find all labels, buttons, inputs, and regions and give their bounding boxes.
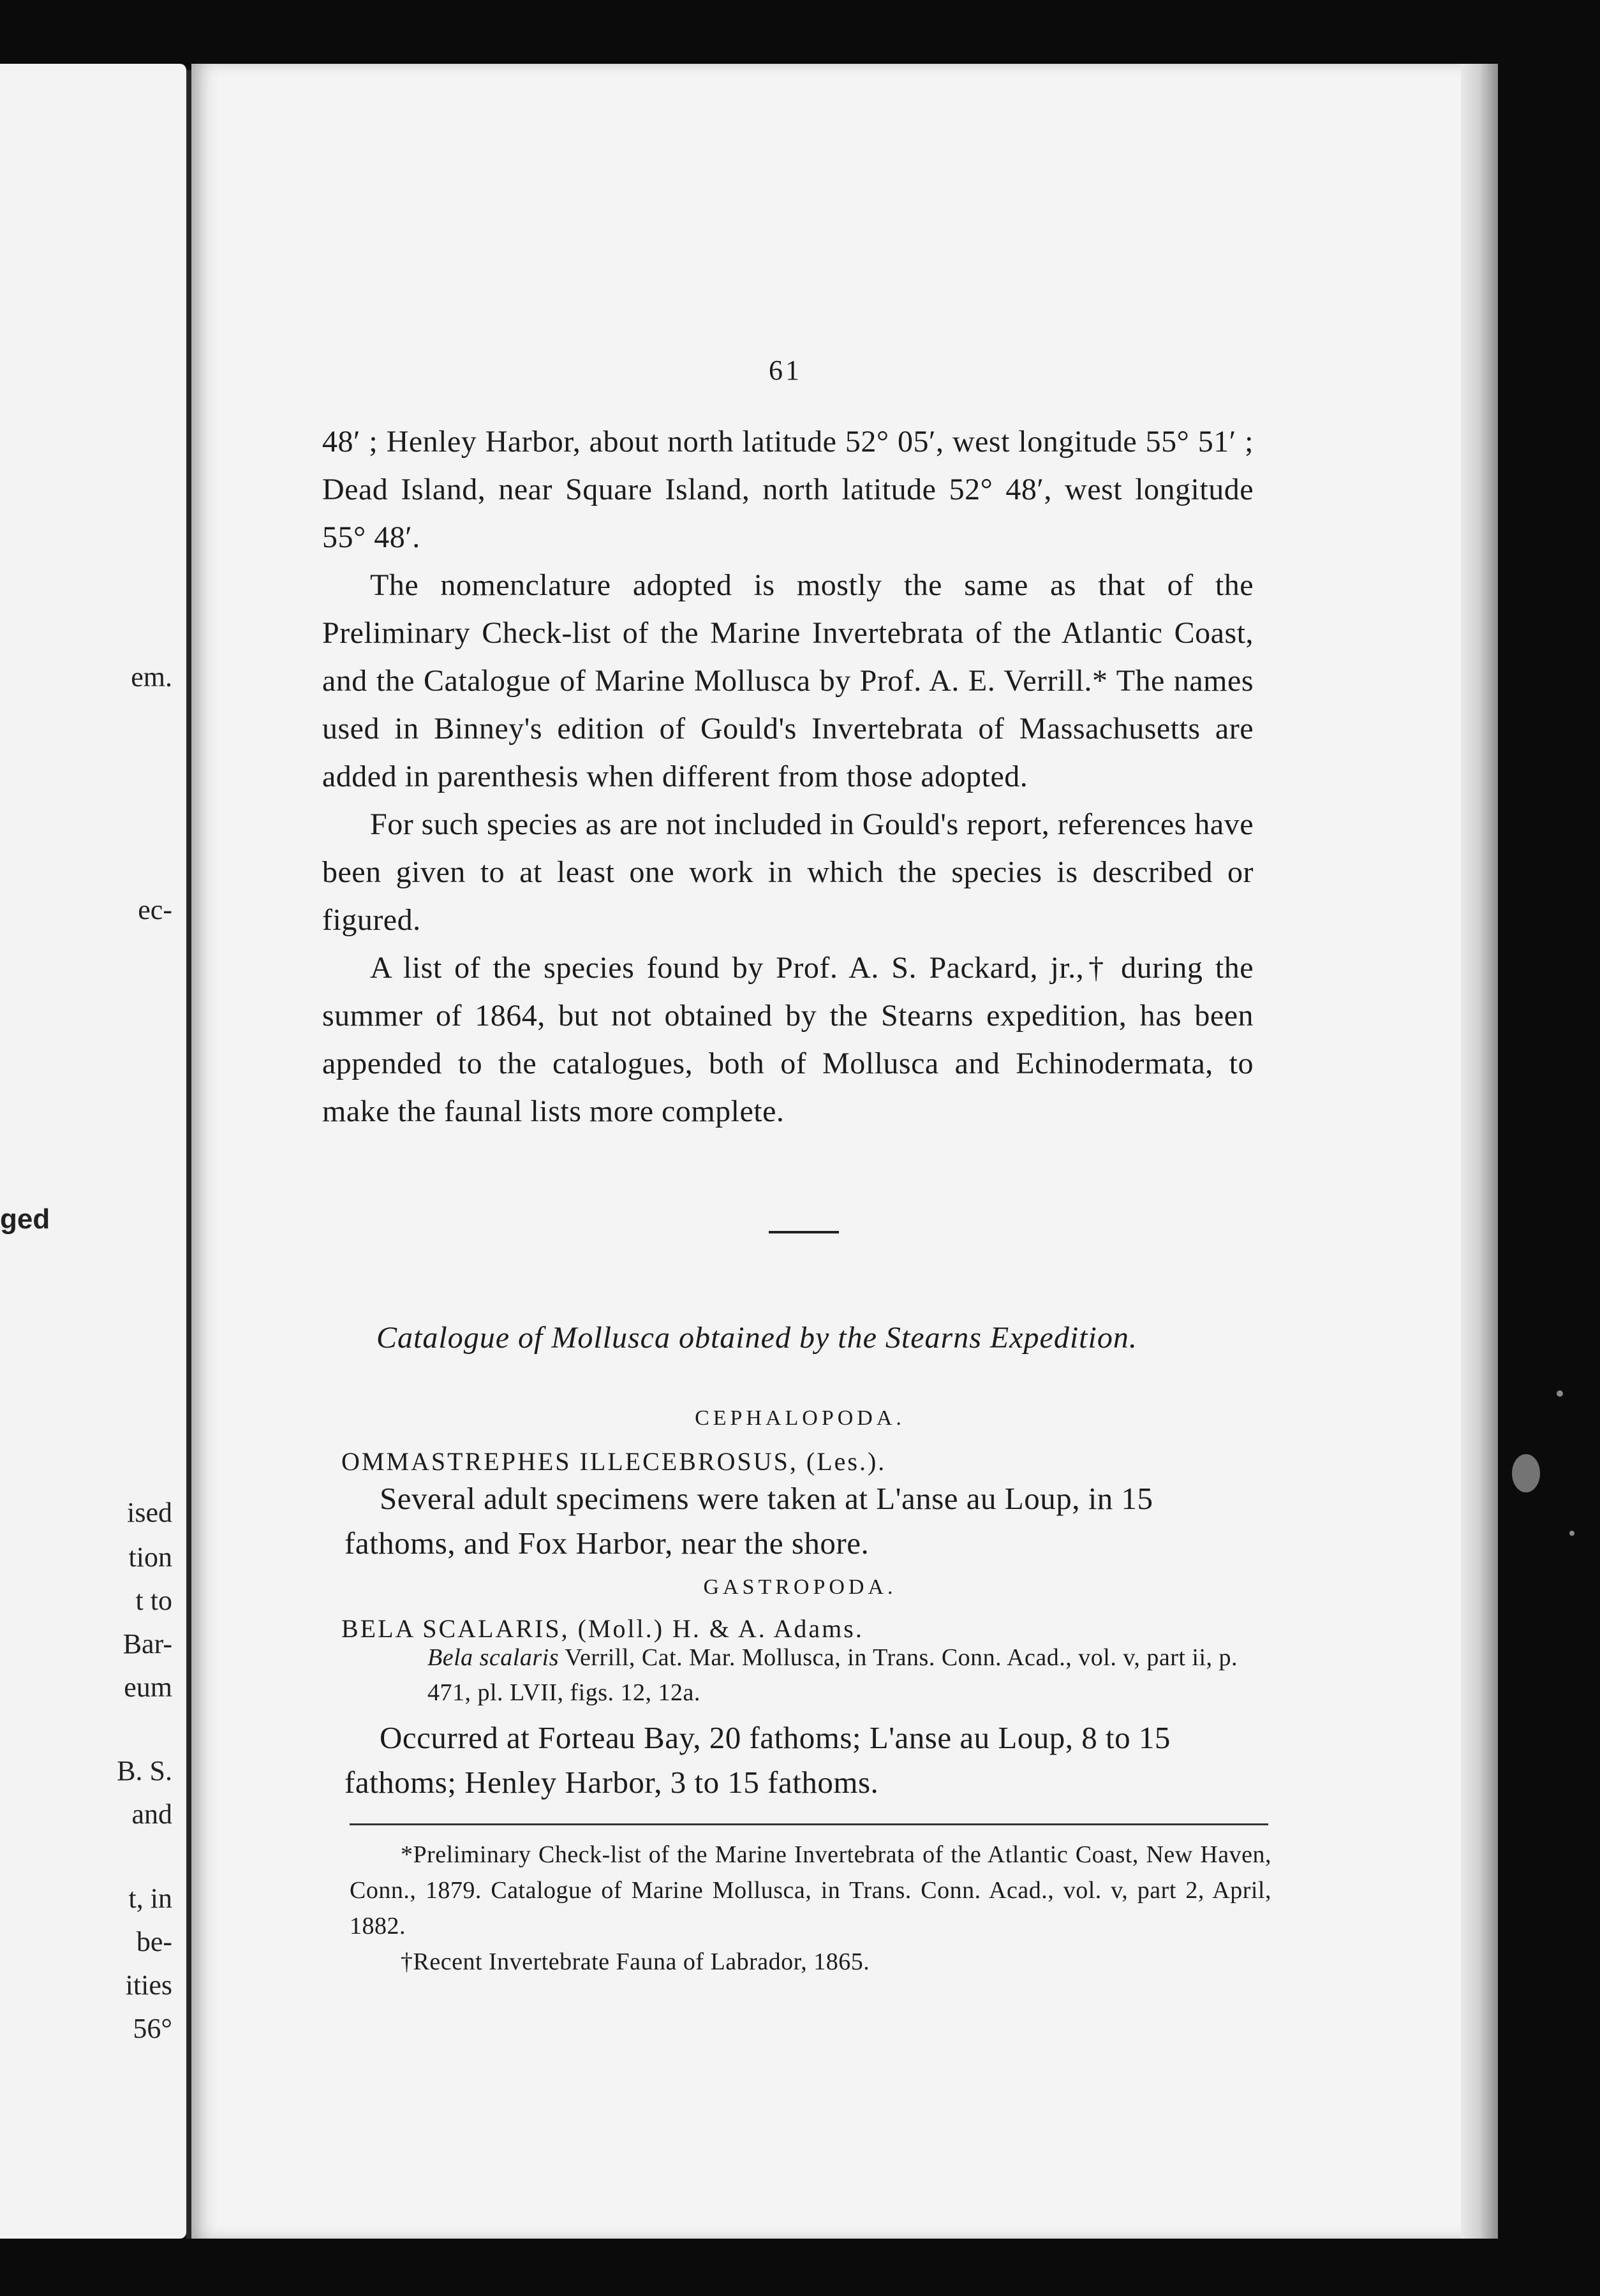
intro-text <box>322 418 1254 1135</box>
footnote: *Preliminary Check-list of the Marine Invertebrata of the Atlantic Coast, New Haven, Conn., 1879. Catalogue of Marine Mollusca, in Trans. Conn. Acad., vol. v, part 2, April, 1882. <box>350 1841 1271 1939</box>
left-text-fragment: t to <box>135 1585 172 1616</box>
scan-speck <box>1557 1390 1563 1397</box>
scan-speck <box>1569 1531 1574 1536</box>
section-heading-gastropoda: GASTROPODA. <box>703 1575 897 1599</box>
paragraph: A list of the species found by Prof. A. S. Packard, jr.,† during the summer of 1864, but not obtained by the Stearns expedition, has been appended to the catalogues, both of Mollusca and Echinodermata, to make the faunal lists more complete. <box>322 951 1254 1128</box>
left-text-fragment: 56° <box>133 2013 172 2044</box>
left-text-fragment: and <box>131 1799 172 1830</box>
footnotes <box>350 1837 1271 1980</box>
left-text-fragment: be- <box>136 1926 172 1957</box>
left-text-fragment: ged <box>0 1203 50 1235</box>
reference-citation: Verrill, Cat. Mar. Mollusca, in Trans. Conn. Acad., vol. v, part ii, p. 471, pl. LVII, figs. 12, 12a. <box>427 1644 1238 1706</box>
section-heading-cephalopoda: CEPHALOPODA. <box>695 1406 905 1430</box>
species-reference <box>427 1640 1270 1711</box>
left-text-fragment: em. <box>131 661 172 693</box>
left-text-fragment: B. S. <box>117 1755 172 1786</box>
left-text-fragment: ities <box>125 1969 172 2001</box>
species-description <box>344 1716 1270 1805</box>
paragraph: 48′ ; Henley Harbor, about north latitude 52° 05′, west longitude 55° 51′ ; Dead Island, near Square Island, north latitude 52° 48′, west longitude 55° 48′. <box>322 425 1254 554</box>
paragraph: For such species as are not included in Gould's report, references have been given to at least one work in which the species is described or figured. <box>322 807 1254 937</box>
species-text: Several adult specimens were taken at L'anse au Loup, in 15 fathoms, and Fox Harbor, near the shore. <box>344 1481 1153 1561</box>
catalogue-title: Catalogue of Mollusca obtained by the Stearns Expedition. <box>376 1321 1137 1355</box>
species-name: BELA SCALARIS, (Moll.) H. & A. Adams. <box>341 1614 864 1643</box>
species-name: OMMASTREPHES ILLECEBROSUS, (Les.). <box>341 1447 887 1476</box>
left-page-fragment <box>0 64 186 2239</box>
species-text: Occurred at Forteau Bay, 20 fathoms; L'anse au Loup, 8 to 15 fathoms; Henley Harbor, 3 to 15 fathoms. <box>344 1720 1171 1800</box>
footnote-rule <box>350 1823 1268 1825</box>
left-text-fragment: eum <box>124 1672 172 1703</box>
paragraph: The nomenclature adopted is mostly the same as that of the Preliminary Check-list of the Marine Invertebrata of the Atlantic Coast, and the Catalogue of Marine Mollusca by Prof. A. E. Verrill.* The names used in Binney's edition of Gould's Invertebrata of Massachusetts are added in parenthesis when different from those adopted. <box>322 568 1254 793</box>
left-text-fragment: ised <box>127 1497 172 1528</box>
page-edge <box>1461 64 1498 2239</box>
species-description <box>344 1476 1270 1566</box>
page-number: 61 <box>769 355 802 386</box>
left-text-fragment: Bar- <box>122 1628 172 1659</box>
left-text-fragment: ec- <box>138 894 172 925</box>
left-text-fragment: tion <box>128 1542 172 1573</box>
footnote: †Recent Invertebrate Fauna of Labrador, 1865. <box>401 1948 870 1975</box>
reference-italic: Bela scalaris <box>427 1644 559 1671</box>
left-text-fragment: t, in <box>128 1883 172 1914</box>
section-divider <box>769 1231 839 1233</box>
scan-speck <box>1512 1454 1540 1492</box>
